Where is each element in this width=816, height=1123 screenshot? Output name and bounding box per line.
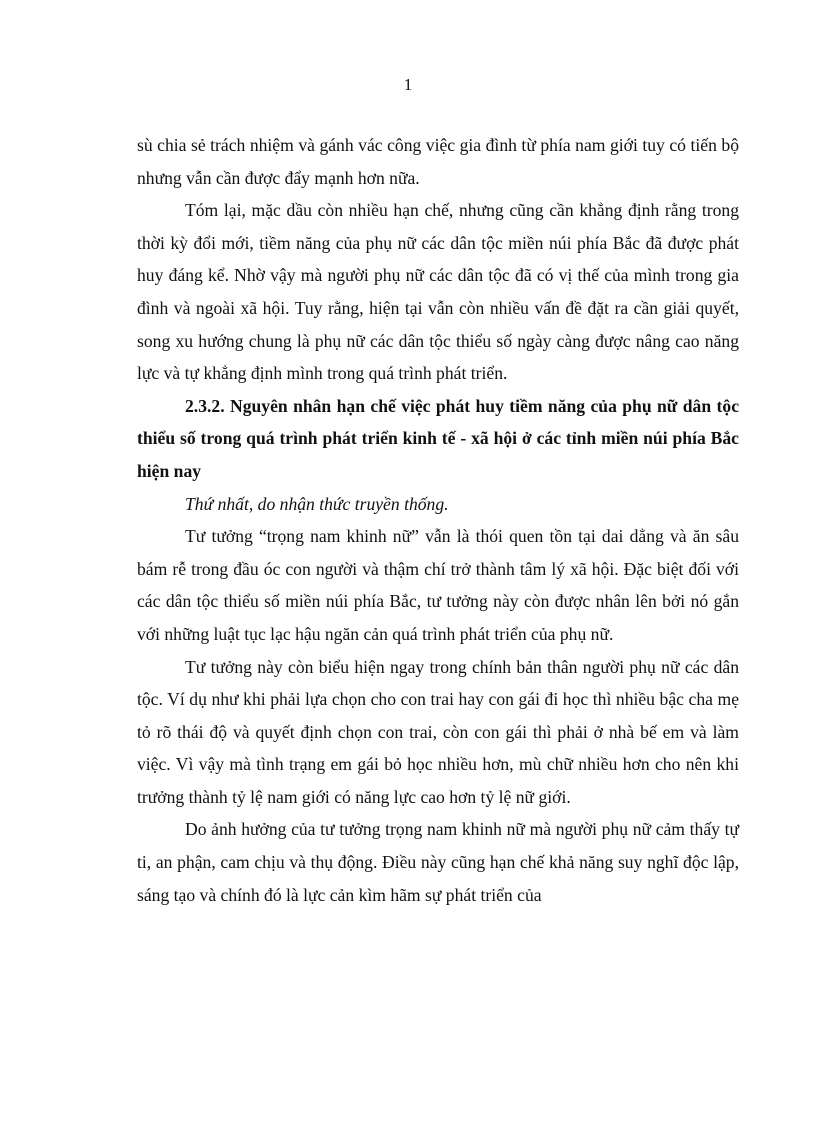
body-paragraph-3: Do ảnh hưởng của tư tưởng trọng nam khinh nữ mà người phụ nữ cảm thấy tự ti, an phận, cam chịu và thụ động. Điều này cũng hạn chế khả năng suy nghĩ độc lập, sáng tạo và chính đó là lực cản kìm hãm sự phát triển của: [137, 819, 739, 905]
paragraph-continuation: sù chia sẻ trách nhiệm và gánh vác công việc gia đình từ phía nam giới tuy có tiến bộ nhưng vẫn cần được đẩy mạnh hơn nữa.: [137, 135, 739, 188]
paragraph-summary: Tóm lại, mặc dầu còn nhiều hạn chế, nhưng cũng cần khẳng định rằng trong thời kỳ đổi mới, tiềm năng của phụ nữ các dân tộc miền núi phía Bắc đã được phát huy đáng kể. Nhờ vậy mà người phụ nữ các dân tộc đã có vị thế của mình trong gia đình và ngoài xã hội. Tuy rằng, hiện tại vẫn còn nhiều vấn đề đặt ra cần giải quyết, song xu hướng chung là phụ nữ các dân tộc thiểu số ngày càng được nâng cao năng lực và tự khẳng định mình trong quá trình phát triển.: [137, 200, 739, 384]
body-paragraph-1: Tư tưởng “trọng nam khinh nữ” vẫn là thói quen tồn tại dai dẳng và ăn sâu bám rễ trong đầu óc con người và thậm chí trở thành tâm lý xã hội. Đặc biệt đối với các dân tộc thiểu số miền núi phía Bắc, tư tưởng này còn được nhân lên bởi nó gắn với những luật tục lạc hậu ngăn cản quá trình phát triển của phụ nữ.: [137, 526, 739, 644]
subsection-heading: Thứ nhất, do nhận thức truyền thống.: [185, 493, 449, 514]
document-body: [137, 129, 739, 911]
page-number: 1: [403, 75, 413, 94]
section-heading: 2.3.2. Nguyên nhân hạn chế việc phát huy tiềm năng của phụ nữ dân tộc thiểu số trong quá trình phát triển kinh tế - xã hội ở các tỉnh miền núi phía Bắc hiện nay: [137, 395, 739, 481]
body-paragraph-2: Tư tưởng này còn biểu hiện ngay trong chính bản thân người phụ nữ các dân tộc. Ví dụ như khi phải lựa chọn cho con trai hay con gái đi học thì nhiều bậc cha mẹ tỏ rõ thái độ và quyết định chọn con trai, còn con gái thì phải ở nhà bế em và làm việc. Vì vậy mà tình trạng em gái bỏ học nhiều hơn, mù chữ nhiều hơn cho nên khi trưởng thành tỷ lệ nam giới có năng lực cao hơn tỷ lệ nữ giới.: [137, 656, 739, 807]
